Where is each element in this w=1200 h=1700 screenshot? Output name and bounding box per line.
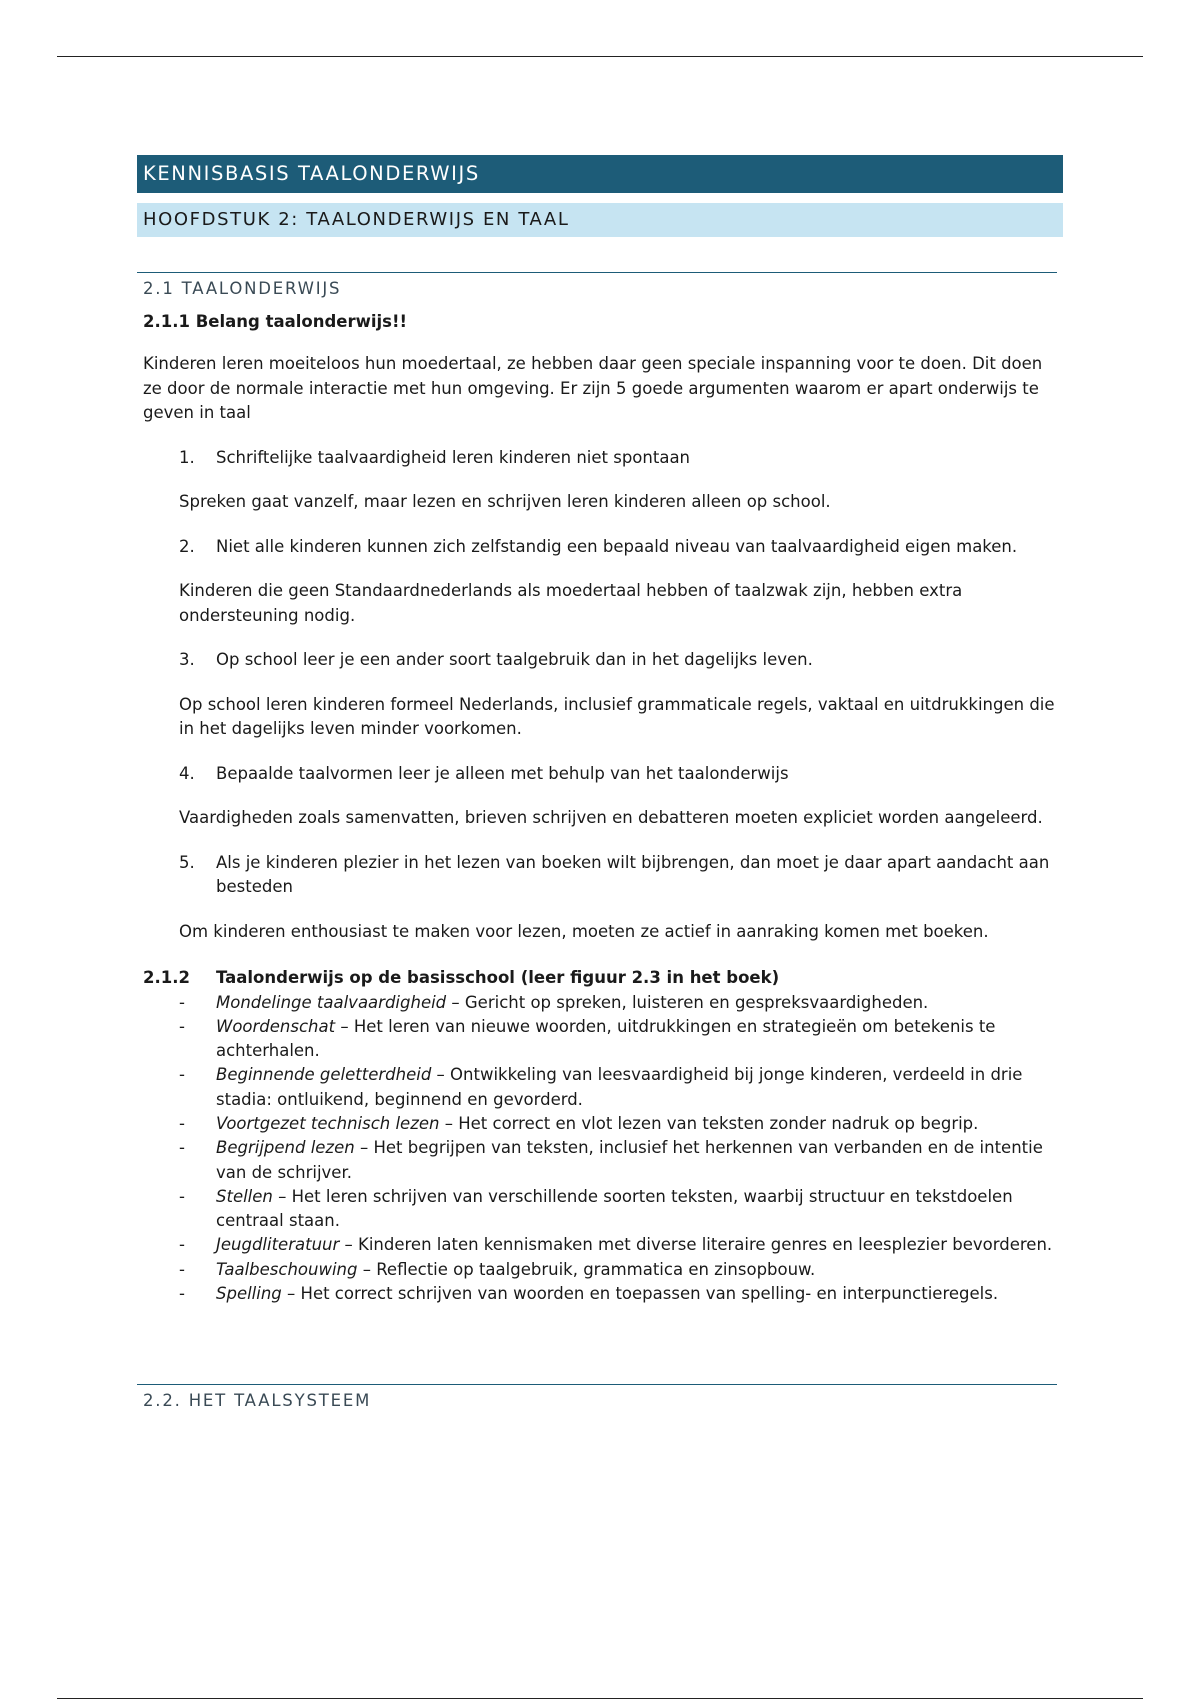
bullet-item: - Spelling – Het correct schrijven van woorden en toepassen van spelling- en interpunctieregels.: [179, 1284, 999, 1304]
intro-paragraph: Kinderen leren moeiteloos hun moedertaal, ze hebben daar geen speciale inspanning voor te doen. Dit doen ze door de normale interactie met hun omgeving. Er zijn 5 goede argumenten waarom er apart onderwijs te geven in taal: [143, 354, 1043, 422]
bullet-term: Mondelinge taalvaardigheid: [216, 992, 447, 1012]
list-number: 4.: [179, 763, 195, 783]
list-item-text: Niet alle kinderen kunnen zich zelfstandig een bepaald niveau van taalvaardigheid eigen maken.: [216, 536, 1018, 556]
list-item-text: Op school leer je een ander soort taalgebruik dan in het dagelijks leven.: [216, 650, 813, 669]
list-item: [137, 446, 1063, 471]
bullet-item: - Beginnende geletterdheid – Ontwikkeling van leesvaardigheid bij jonge kinderen, verdeeld in drie stadia: ontluikend, beginnend en gevorderd.: [179, 1065, 1023, 1109]
list-item-description: Om kinderen enthousiast te maken voor lezen, moeten ze actief in aanraking komen met boeken.: [179, 921, 989, 941]
bullet-term: Stellen: [216, 1186, 273, 1206]
bullet-text: – Reflectie op taalgebruik, grammatica en zinsopbouw.: [357, 1259, 816, 1279]
section-title: 2.2. HET TAALSYSTEEM: [143, 1391, 372, 1411]
subsection-title: Taalonderwijs op de basisschool (leer figuur 2.3 in het boek): [216, 968, 780, 987]
bullet-term: Voortgezet technisch lezen: [216, 1113, 440, 1133]
list-number: 1.: [179, 447, 195, 467]
list-item-text: Als je kinderen plezier in het lezen van boeken wilt bijbrengen, dan moet je daar apart aandacht aan besteden: [216, 852, 1050, 896]
bullet-item: - Voortgezet technisch lezen – Het correct en vlot lezen van teksten zonder nadruk op begrip.: [179, 1113, 979, 1133]
list-item-description: Kinderen die geen Standaardnederlands als moedertaal hebben of taalzwak zijn, hebben extra ondersteuning nodig.: [179, 581, 963, 625]
list-item: [137, 648, 1063, 673]
list-item-text: Schriftelijke taalvaardigheid leren kinderen niet spontaan: [216, 447, 691, 467]
list-number: 5.: [179, 852, 195, 872]
bullet-term: Beginnende geletterdheid: [216, 1065, 432, 1085]
bullet-term: Begrijpend lezen: [216, 1138, 355, 1158]
bullet-item: - Taalbeschouwing – Reflectie op taalgebruik, grammatica en zinsopbouw.: [179, 1259, 816, 1279]
subsection-heading: 2.1.1 Belang taalonderwijs!!: [143, 312, 408, 331]
list-item-text: Bepaalde taalvormen leer je alleen met behulp van het taalonderwijs: [216, 763, 789, 783]
list-item: [137, 535, 1063, 560]
list-number: 3.: [179, 650, 195, 669]
bullet-term: Taalbeschouwing: [216, 1259, 358, 1279]
list-item: [137, 851, 1063, 900]
bullet-text: – Ontwikkeling van leesvaardigheid bij jonge kinderen, verdeeld in drie stadia: ontluikend, beginnend en gevorderd.: [216, 1065, 1023, 1109]
bullet-item: - Jeugdliteratuur – Kinderen laten kennismaken met diverse literaire genres en leesplezier bevorderen.: [179, 1235, 1053, 1255]
bullet-text: – Het correct en vlot lezen van teksten zonder nadruk op begrip.: [439, 1113, 979, 1133]
list-item: [137, 762, 1063, 787]
bullet-text: – Het leren schrijven van verschillende soorten teksten, waarbij structuur en tekstdoelen centraal staan.: [216, 1186, 1013, 1231]
chapter-title: HOOFDSTUK 2: TAALONDERWIJS EN TAAL: [137, 203, 1063, 237]
argument-list: [137, 446, 1063, 945]
domain-bullet-list: [137, 991, 1063, 1307]
bullet-term: Spelling: [216, 1284, 282, 1304]
bullet-text: – Gericht op spreken, luisteren en gespreksvaardigheden.: [446, 992, 929, 1012]
document-title: KENNISBASIS TAALONDERWIJS: [137, 155, 1063, 193]
subsection-number: 2.1.2: [143, 968, 190, 987]
bullet-item: - Mondelinge taalvaardigheid – Gericht op spreken, luisteren en gespreksvaardigheden.: [179, 992, 929, 1012]
bullet-text: – Het begrijpen van teksten, inclusief het herkennen van verbanden en de intentie van de schrijver.: [216, 1138, 1043, 1182]
list-item-description: Op school leren kinderen formeel Nederlands, inclusief grammaticale regels, vaktaal en uitdrukkingen die in het dagelijks leven minder voorkomen.: [179, 694, 1055, 738]
page-header-rule: [57, 56, 1143, 57]
document-body: [137, 155, 1063, 1410]
list-number: 2.: [179, 536, 195, 556]
bullet-term: Jeugdliteratuur: [216, 1235, 340, 1255]
bullet-item: - Begrijpend lezen – Het begrijpen van teksten, inclusief het herkennen van verbanden en de intentie van de schrijver.: [179, 1138, 1043, 1182]
page-footer-rule: [57, 1698, 1143, 1699]
bullet-item: - Stellen – Het leren schrijven van verschillende soorten teksten, waarbij structuur en tekstdoelen centraal staan.: [179, 1186, 1013, 1231]
section-title: 2.1 TAALONDERWIJS: [143, 279, 342, 298]
bullet-text: – Het correct schrijven van woorden en toepassen van spelling- en interpunctieregels.: [281, 1284, 999, 1304]
section-divider: [137, 1384, 1057, 1385]
section-divider: [137, 272, 1057, 273]
list-item-description: Spreken gaat vanzelf, maar lezen en schrijven leren kinderen alleen op school.: [179, 492, 831, 511]
bullet-text: – Het leren van nieuwe woorden, uitdrukkingen en strategieën om betekenis te achterhalen.: [216, 1016, 996, 1061]
subsection-heading: [137, 966, 1063, 991]
list-item-description: Vaardigheden zoals samenvatten, brieven schrijven en debatteren moeten expliciet worden aangeleerd.: [179, 808, 1043, 827]
bullet-term: Woordenschat: [216, 1016, 336, 1036]
bullet-text: – Kinderen laten kennismaken met diverse literaire genres en leesplezier bevorderen.: [339, 1235, 1053, 1255]
bullet-item: - Woordenschat – Het leren van nieuwe woorden, uitdrukkingen en strategieën om betekenis te achterhalen.: [179, 1016, 996, 1061]
